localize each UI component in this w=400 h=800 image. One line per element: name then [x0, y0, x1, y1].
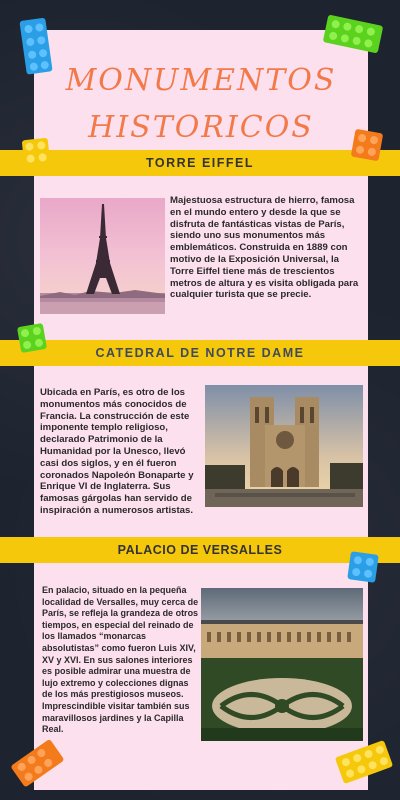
eiffel-tower-photo	[40, 198, 165, 314]
page-title-line2: HISTORICOS	[88, 110, 314, 145]
orange-brick-bottom-icon	[10, 736, 66, 792]
section-header-notre-dame	[0, 340, 400, 366]
section-header-eiffel	[0, 150, 400, 176]
notre-dame-photo	[205, 385, 363, 507]
yellow-brick-bottom-icon	[334, 736, 394, 788]
section-heading: CATEDRAL DE NOTRE DAME	[95, 346, 305, 360]
notre-dame-description: Ubicada en París, es otro de los monumentos más conocidos de Francia. La construcción de este imponente templo religioso, declarado Patrimonio de la Humanidad por la Unesco, llevó casi dos siglos, y en él fueron coronados Napoleón Bonaparte y Enrique VI de Inglaterra. Sus famosas gárgolas han servido de inspiración a numerosos artistas.	[40, 387, 194, 516]
versalles-photo	[201, 588, 363, 741]
section-heading: PALACIO DE VERSALLES	[117, 543, 283, 557]
blue-brick-icon	[20, 16, 54, 76]
page-title-line1: MONUMENTOS	[65, 63, 337, 98]
orange-brick-icon	[350, 128, 384, 162]
green-brick-small-icon	[16, 322, 48, 354]
versalles-description: En palacio, situado en la pequeña localidad de Versalles, muy cerca de París, se refleja la grandeza de otros tiempos, en especial del reinado de los llamados “monarcas absolutistas” como fueron Luis XIV, XV y XVI. En sus salones interiores es posible admirar una muestra de lujo extremo y colecciones dignas de los más prestigiosos museos. Imprescindible visitar también sus maravillosos jardines y la Capilla Real.	[42, 585, 199, 735]
section-heading: TORRE EIFFEL	[145, 156, 255, 170]
blue-brick-small-icon	[346, 550, 380, 584]
green-brick-icon	[322, 14, 384, 54]
yellow-brick-icon	[20, 136, 52, 168]
eiffel-description: Majestuosa estructura de hierro, famosa en el mundo entero y desde la que se disfruta de fantásticas vistas de París, siendo uno sus monumentos más emblemáticos. Construida en 1889 con motivo de la Exposición Universal, la Torre Eiffel tiene más de trescientos metros de altura y es visita obligada para cualquier turista que se precie.	[170, 195, 359, 301]
section-header-versalles	[0, 537, 400, 563]
